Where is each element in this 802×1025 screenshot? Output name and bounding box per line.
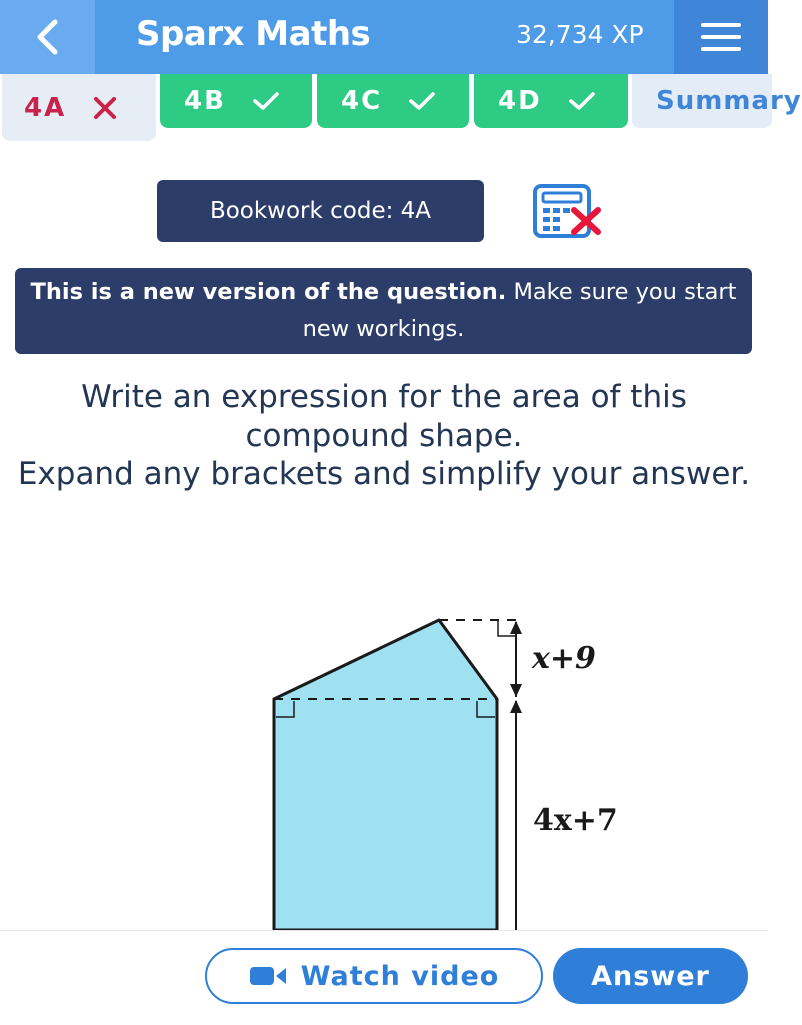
tab-4a[interactable] <box>2 74 156 141</box>
tab-label: 4D <box>498 86 542 116</box>
tab-summary[interactable] <box>632 74 802 128</box>
question-line-2: Expand any brackets and simplify your answer. <box>17 456 751 492</box>
answer-button[interactable]: Answer <box>553 948 748 1004</box>
chevron-left-icon <box>33 19 63 55</box>
tab-label: Summary <box>656 86 802 116</box>
video-camera-icon <box>249 964 287 988</box>
arrow-up-icon <box>510 700 522 713</box>
compound-shape <box>274 620 497 930</box>
tab-4b[interactable] <box>160 74 312 128</box>
arrow-up-icon <box>510 621 522 634</box>
arrow-down-icon <box>510 684 522 697</box>
triangle-height-label: x+9 <box>532 641 596 676</box>
tab-label: 4C <box>341 86 383 116</box>
rectangle-height-label: 4x+7 <box>533 803 618 838</box>
app-header <box>0 0 768 74</box>
xp-counter: 32,734 XP <box>516 20 644 49</box>
check-icon <box>252 90 280 112</box>
tab-label: 4B <box>184 86 226 116</box>
check-icon <box>568 90 596 112</box>
hamburger-menu-icon <box>700 22 742 52</box>
check-icon <box>408 90 436 112</box>
tab-4c[interactable] <box>317 74 469 128</box>
question-line-1: Write an expression for the area of this compound shape. <box>81 379 687 454</box>
back-button[interactable] <box>0 0 95 74</box>
compound-shape-diagram <box>0 560 768 930</box>
calculator-not-allowed-icon <box>532 184 604 244</box>
notice-text: Make sure you start new workings. <box>302 279 737 342</box>
app-title: Sparx Maths <box>136 14 371 54</box>
watch-video-label: Watch video <box>300 960 500 992</box>
bookwork-code: Bookwork code: 4A <box>157 180 484 242</box>
watch-video-button[interactable] <box>205 948 543 1004</box>
notice-bold-text: This is a new version of the question. <box>30 279 507 305</box>
tab-4d[interactable] <box>474 74 628 128</box>
new-version-notice <box>15 268 752 354</box>
tab-label: 4A <box>24 92 67 123</box>
menu-button[interactable] <box>674 0 768 74</box>
question-text <box>0 378 768 494</box>
cross-icon <box>92 95 118 121</box>
